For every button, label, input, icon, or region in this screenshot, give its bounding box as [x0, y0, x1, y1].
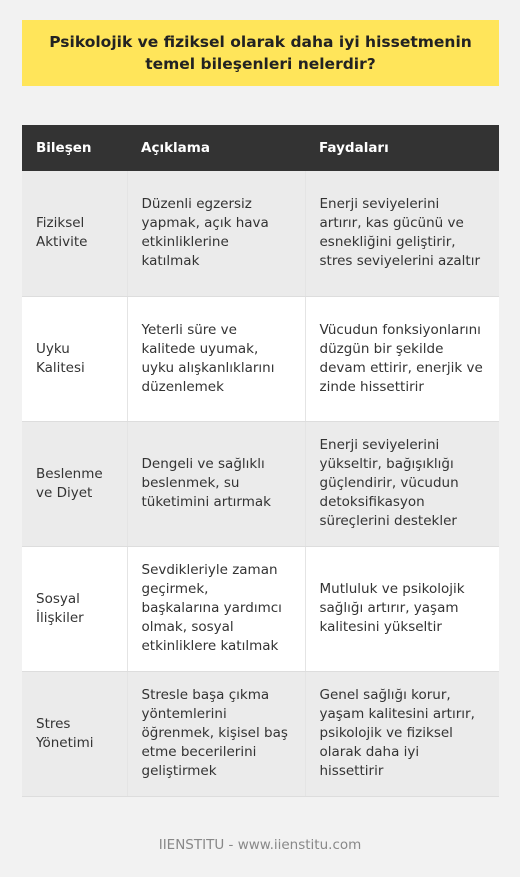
cell-benefits: Mutluluk ve psikolojik sağlığı artırır, yaşam kalitesini yükseltir: [305, 546, 499, 671]
cell-benefits: Genel sağlığı korur, yaşam kalitesini artırır, psikolojik ve fiziksel olarak daha iyi hissettirir: [305, 671, 499, 796]
cell-benefits: Enerji seviyelerini yükseltir, bağışıklığı güçlendirir, vücudun detoksifikasyon süreçlerini destekler: [305, 421, 499, 546]
cell-description: Dengeli ve sağlıklı beslenmek, su tüketimini artırmak: [127, 421, 305, 546]
cell-description: Düzenli egzersiz yapmak, açık hava etkinliklerine katılmak: [127, 171, 305, 296]
page-title: Psikolojik ve fiziksel olarak daha iyi hissetmenin temel bileşenleri nelerdir?: [49, 33, 472, 73]
title-banner: [22, 20, 499, 86]
table-row: [22, 296, 499, 421]
header-description: Açıklama: [141, 140, 210, 156]
cell-component: Uyku Kalitesi: [22, 296, 127, 421]
footer-credit: IIENSTITU - www.iienstitu.com: [158, 837, 362, 853]
cell-benefits: Vücudun fonksiyonlarını düzgün bir şekilde devam ettirir, enerjik ve zinde hissettirir: [305, 296, 499, 421]
header-benefits: Faydaları: [319, 140, 389, 156]
cell-benefits: Enerji seviyelerini artırır, kas gücünü ve esnekliğini geliştirir, stres seviyelerini azaltır: [305, 171, 499, 296]
cell-component: Beslenme ve Diyet: [22, 421, 127, 546]
cell-description: Stresle başa çıkma yöntemlerini öğrenmek, kişisel baş etme becerilerini geliştirmek: [127, 671, 305, 796]
cell-component: Sosyal İlişkiler: [22, 546, 127, 671]
table-header-row: [22, 125, 499, 171]
cell-description: Yeterli süre ve kalitede uyumak, uyku alışkanlıklarını düzenlemek: [127, 296, 305, 421]
table-row: [22, 421, 499, 546]
header-component: Bileşen: [36, 140, 92, 156]
cell-component: Fiziksel Aktivite: [22, 171, 127, 296]
table-row: [22, 171, 499, 296]
table-row: [22, 546, 499, 671]
components-table: [22, 125, 499, 797]
cell-component: Stres Yönetimi: [22, 671, 127, 796]
table-row: [22, 671, 499, 796]
cell-description: Sevdikleriyle zaman geçirmek, başkalarına yardımcı olmak, sosyal etkinliklere katılmak: [127, 546, 305, 671]
